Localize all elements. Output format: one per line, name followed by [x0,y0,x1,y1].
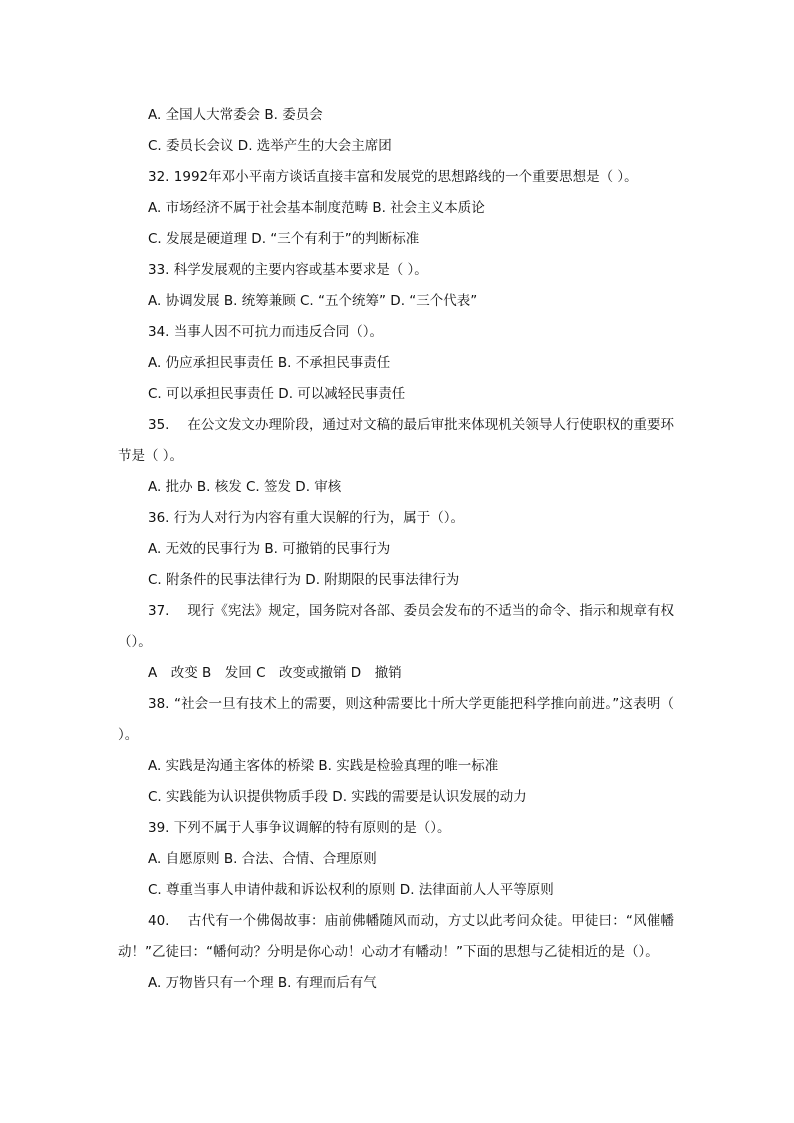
option-line: A. 仍应承担民事责任 B. 不承担民事责任 [148,355,391,371]
option-line: A. 万物皆只有一个理 B. 有理而后有气 [148,975,377,991]
option-line: C. 实践能为认识提供物质手段 D. 实践的需要是认识发展的动力 [148,789,527,805]
option-line: A. 实践是沟通主客体的桥梁 B. 实践是检验真理的唯一标准 [148,758,499,774]
option-line: A. 自愿原则 B. 合法、合情、合理原则 [148,851,377,867]
question-39: 39. 下列不属于人事争议调解的特有原则的是（）。 [148,820,451,836]
question-34: 34. 当事人因不可抗力而违反合同（）。 [148,324,384,340]
question-32: 32. 1992年邓小平南方谈话直接丰富和发展党的思想路线的一个重要思想是（ ）。 [148,169,638,185]
question-40: 40. 古代有一个佛偈故事：庙前佛幡随风而动，方丈以此考问众徒。甲徒曰：“风催幡动！”乙徒曰：“幡何动？分明是你心动！心动才有幡动！”下面的思想与乙徒相近的是（）。 [118,913,674,960]
document-page [118,100,674,999]
option-line: C. 附条件的民事法律行为 D. 附期限的民事法律行为 [148,572,460,588]
question-35: 35. 在公文发文办理阶段，通过对文稿的最后审批来体现机关领导人行使职权的重要环节是（ ）。 [118,417,674,464]
option-line: A. 无效的民事行为 B. 可撤销的民事行为 [148,541,391,557]
option-line: C. 发展是硬道理 D. “三个有利于”的判断标准 [148,231,420,247]
option-line: C. 可以承担民事责任 D. 可以减轻民事责任 [148,386,406,402]
question-38: 38. “社会一旦有技术上的需要，则这种需要比十所大学更能把科学推向前进。”这表明（ ）。 [118,696,674,743]
question-33: 33. 科学发展观的主要内容或基本要求是（ ）。 [148,262,428,278]
question-36: 36. 行为人对行为内容有重大误解的行为，属于（）。 [148,510,465,526]
option-line: A. 批办 B. 核发 C. 签发 D. 审核 [148,479,342,495]
option-line: A. 全国人大常委会 B. 委员会 [148,107,323,123]
option-line: A 改变 B 发回 C 改变或撤销 D 撤销 [148,665,402,681]
option-line: A. 协调发展 B. 统筹兼顾 C. “五个统筹” D. “三个代表” [148,293,478,309]
option-line: C. 委员长会议 D. 选举产生的大会主席团 [148,138,392,154]
question-37: 37. 现行《宪法》规定，国务院对各部、委员会发布的不适当的命令、指示和规章有权（）。 [118,603,674,650]
option-line: A. 市场经济不属于社会基本制度范畴 B. 社会主义本质论 [148,200,485,216]
option-line: C. 尊重当事人申请仲裁和诉讼权利的原则 D. 法律面前人人平等原则 [148,882,554,898]
